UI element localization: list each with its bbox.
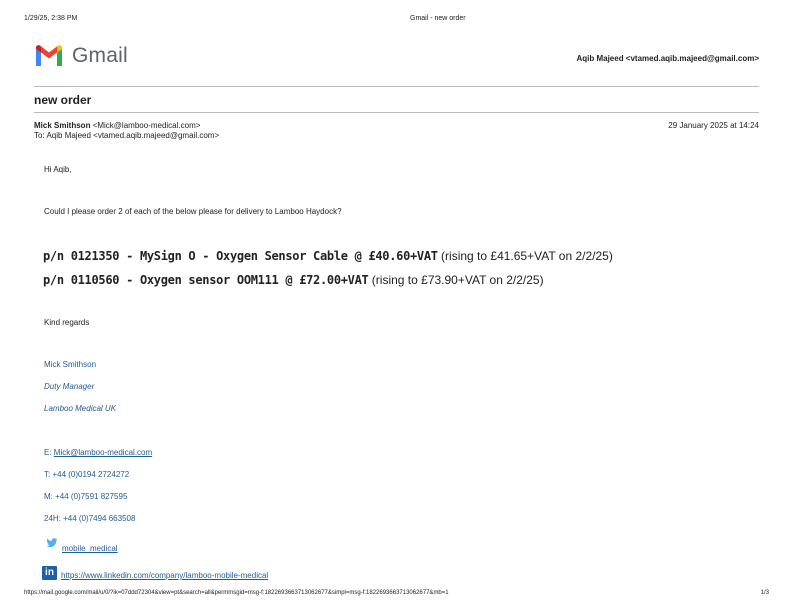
signature-name: Mick Smithson bbox=[44, 360, 97, 369]
twitter-bird-icon bbox=[46, 538, 58, 548]
item-price-rise: (rising to £73.90+VAT on 2/2/25) bbox=[368, 273, 544, 287]
print-footer-url: https://mail.google.com/mail/u/0/?ik=07ddd72304&view=pt&search=all&permmsgid=msg-f:1822693663713062677&simpl=msg-f:1822693663713062677&mb=1 bbox=[24, 590, 449, 596]
message-from bbox=[34, 121, 200, 130]
item-price-rise: (rising to £41.65+VAT on 2/2/25) bbox=[437, 249, 613, 263]
signature-company: Lamboo Medical UK bbox=[44, 404, 117, 413]
signature-role: Duty Manager bbox=[44, 382, 95, 391]
print-doc-title: Gmail - new order bbox=[410, 15, 466, 22]
linkedin-icon: in bbox=[42, 566, 57, 580]
gmail-logo-icon bbox=[34, 44, 64, 68]
account-label: Aqib Majeed <vtamed.aqib.majeed@gmail.com> bbox=[576, 54, 759, 63]
gmail-wordmark: Gmail bbox=[72, 44, 128, 67]
message-date: 29 January 2025 at 14:24 bbox=[668, 121, 759, 130]
signature-email-line bbox=[44, 448, 152, 457]
email-label: E: bbox=[44, 448, 54, 457]
item-part: p/n 0110560 - Oxygen sensor OOM111 @ £72.00+VAT bbox=[43, 273, 369, 287]
signature-phone-t: T: +44 (0)0194 2724272 bbox=[44, 470, 130, 479]
order-item bbox=[43, 273, 544, 287]
print-page-number: 1/3 bbox=[760, 590, 769, 596]
twitter-link[interactable]: mobile_medical bbox=[62, 544, 118, 553]
message-subject: new order bbox=[34, 93, 92, 107]
linkedin-link[interactable]: https://www.linkedin.com/company/lamboo-mobile-medical bbox=[61, 571, 269, 580]
order-item bbox=[43, 249, 613, 263]
greeting: Hi Aqib, bbox=[44, 165, 72, 174]
print-datetime: 1/29/25, 2:38 PM bbox=[24, 15, 78, 22]
closing: Kind regards bbox=[44, 318, 90, 327]
item-part: p/n 0121350 - MySign O - Oxygen Sensor Cable @ £40.60+VAT bbox=[43, 249, 438, 263]
order-request: Could I please order 2 of each of the below please for delivery to Lamboo Haydock? bbox=[44, 207, 342, 216]
signature-email-link[interactable]: Mick@lamboo-medical.com bbox=[53, 448, 153, 457]
signature-phone-m: M: +44 (0)7591 827595 bbox=[44, 492, 128, 501]
header-divider bbox=[34, 86, 759, 87]
message-to: To: Aqib Majeed <vtamed.aqib.majeed@gmail.com> bbox=[34, 131, 220, 140]
sender-name: Mick Smithson bbox=[34, 121, 91, 130]
sender-email: <Mick@lamboo-medical.com> bbox=[92, 121, 201, 130]
subject-divider bbox=[34, 112, 759, 113]
signature-phone-24h: 24H: +44 (0)7494 663508 bbox=[44, 514, 136, 523]
